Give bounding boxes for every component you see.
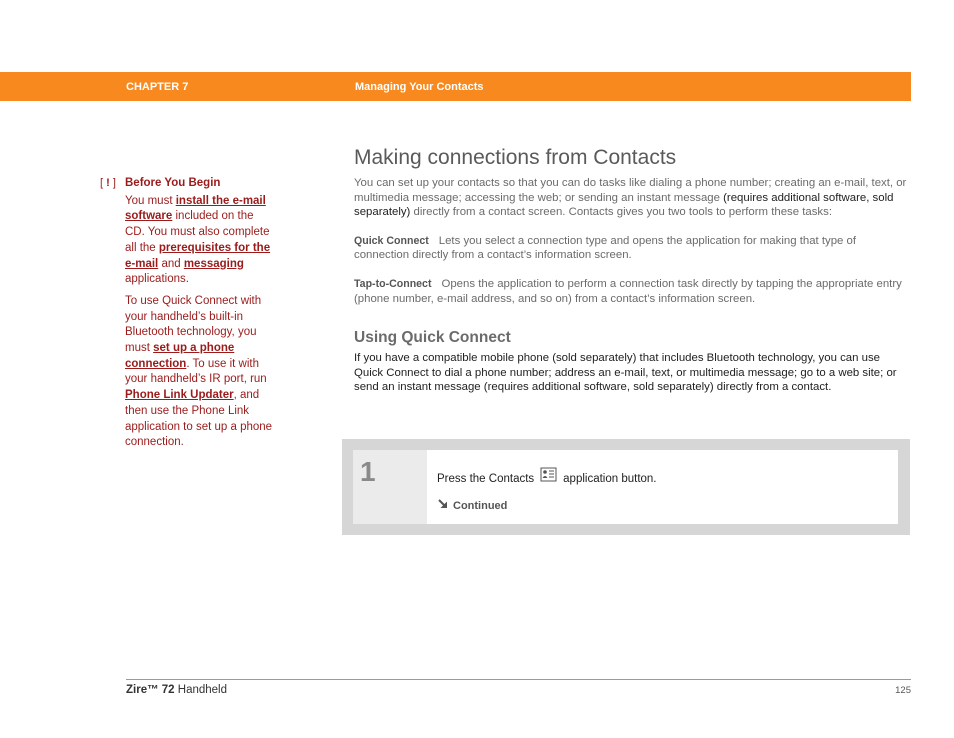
footer-rule [126,679,911,680]
set-up-phone-connection-link[interactable]: set up a phone connection [125,342,235,370]
chapter-header-bar [0,72,911,101]
continued-link[interactable]: Continued [437,498,507,513]
sidebar-paragraph-1: You must install the e-mail software included on the CD. You must also complete all the prerequisites for the e-mail and messaging applications. [125,194,271,286]
quick-connect-paragraph: If you have a compatible mobile phone (sold separately) that includes Bluetooth technology, you can use Quick Connect to dial a phone number; address an e-mail, text, or multimedia message; go to a web site; or send an instant message (requires additional software, sold separately) directly from a contact. [354,352,897,394]
prerequisites-email-link[interactable]: prerequisites for the e-mail [125,241,271,270]
intro-paragraph: You can set up your contacts so that you can do tasks like dialing a phone number; creating an e-mail, text, or multimedia message; accessing the web; or sending an instant message (requires additional software, sold separately) directly from a contact screen. Contacts gives you two tools to perform these tasks: [354,177,907,219]
sidebar-paragraph-2: To use Quick Connect with your handheld’s built-in Bluetooth technology, you must set up a phone connection. To use it with your handheld’s IR port, run Phone Link Updater, and then use the Phone Link application to set up a phone connection. [125,294,273,449]
install-email-software-link[interactable]: install the e-mail software [125,194,266,223]
step-instruction: Press the Contacts application button. [437,467,657,485]
term-quick-connect: Quick Connect Lets you select a connection type and opens the application for making that type of connection directly from a contact’s information screen. [354,234,857,262]
subheading: Using Quick Connect [354,329,511,347]
chapter-label: CHAPTER 7 [126,81,189,93]
step-number: 1 [360,456,376,487]
section-title: Managing Your Contacts [355,81,484,93]
main-content [354,146,911,395]
term-tap-to-connect: Tap-to-Connect Opens the application to perform a connection task directly by tapping the appropriate entry (phone number, e-mail address, and so on) from a contact’s information screen. [354,277,902,305]
continued-arrow-icon [437,498,449,513]
page-number: 125 [895,685,911,696]
messaging-link[interactable]: messaging [183,257,244,270]
page-title: Making connections from Contacts [354,146,677,169]
phone-link-updater-link[interactable]: Phone Link Updater [125,389,234,402]
step-box [342,439,910,535]
contacts-app-icon [540,467,557,485]
sidebar-title: Before You Begin [125,177,221,189]
before-you-begin-sidebar [100,176,275,451]
important-marker: [ ! ] [100,177,116,189]
step-number-column [353,450,427,524]
footer-product: Zire™ 72 Handheld [126,684,228,696]
step-inner [353,450,898,524]
